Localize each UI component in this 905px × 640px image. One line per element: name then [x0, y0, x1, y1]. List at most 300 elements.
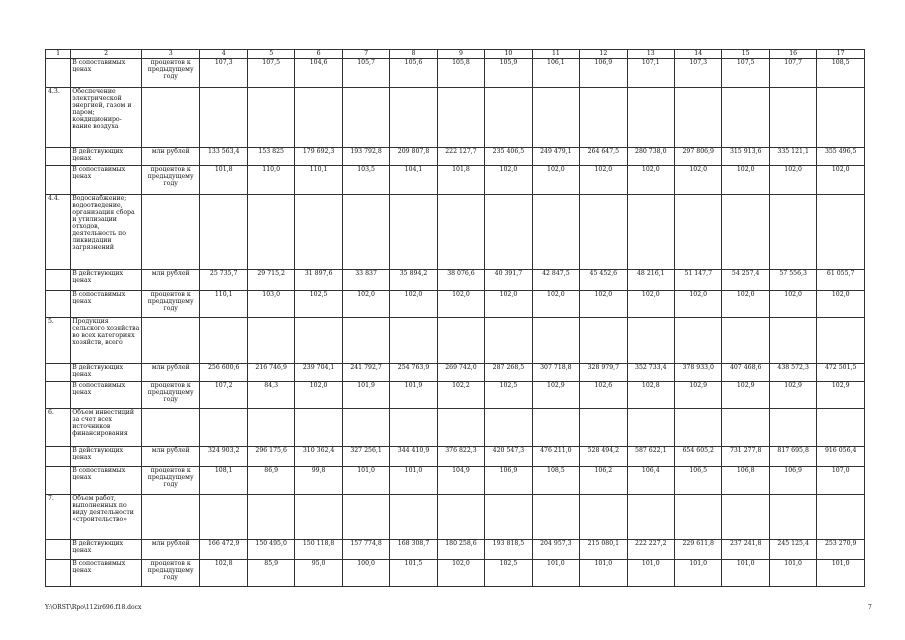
value-cell: 104,1	[390, 166, 437, 195]
value-cell: 235 406,5	[485, 148, 532, 166]
table-row	[46, 409, 865, 447]
value-cell: 420 547,3	[485, 447, 532, 467]
value-cell: 102,0	[532, 166, 579, 195]
value-cell	[627, 409, 674, 447]
value-cell: 102,9	[817, 382, 865, 409]
value-cell: 105,7	[342, 59, 389, 88]
value-cell: 104,9	[437, 467, 484, 495]
value-cell: 324 903,2	[200, 447, 247, 467]
value-cell: 95,0	[295, 560, 342, 587]
value-cell: 101,0	[627, 560, 674, 587]
column-number: 15	[722, 50, 769, 59]
value-cell: 101,0	[769, 560, 816, 587]
value-cell	[817, 409, 865, 447]
value-cell	[247, 195, 294, 270]
value-cell	[437, 88, 484, 148]
value-cell	[437, 409, 484, 447]
value-cell	[817, 318, 865, 364]
value-cell: 102,0	[769, 166, 816, 195]
value-cell	[485, 318, 532, 364]
value-cell	[200, 495, 247, 540]
value-cell: 731 277,8	[722, 447, 769, 467]
value-cell: 102,9	[675, 382, 722, 409]
value-cell: 102,0	[722, 166, 769, 195]
value-cell: 344 410,9	[390, 447, 437, 467]
value-cell: 107,0	[817, 467, 865, 495]
value-cell	[769, 195, 816, 270]
value-cell	[722, 88, 769, 148]
value-cell: 249 479,1	[532, 148, 579, 166]
value-cell	[200, 195, 247, 270]
value-cell	[769, 409, 816, 447]
unit-of-measure: млн рублей	[141, 447, 200, 467]
table-row	[46, 59, 865, 88]
value-cell: 105,6	[390, 59, 437, 88]
value-cell	[532, 495, 579, 540]
value-cell: 110,1	[295, 166, 342, 195]
unit-of-measure	[141, 409, 200, 447]
value-cell	[627, 495, 674, 540]
value-cell: 239 704,1	[295, 364, 342, 382]
indicator-name: В сопоставимых ценах	[71, 59, 142, 88]
value-cell: 101,5	[390, 560, 437, 587]
unit-of-measure	[141, 195, 200, 270]
value-cell	[580, 318, 627, 364]
value-cell: 102,0	[485, 291, 532, 318]
value-cell	[722, 195, 769, 270]
value-cell	[532, 318, 579, 364]
value-cell	[580, 88, 627, 148]
value-cell: 222 227,2	[627, 540, 674, 560]
unit-of-measure: процентов к предыдущему году	[141, 166, 200, 195]
value-cell: 280 738,0	[627, 148, 674, 166]
column-number: 9	[437, 50, 484, 59]
unit-of-measure: процентов к предыдущему году	[141, 59, 200, 88]
value-cell: 101,0	[390, 467, 437, 495]
value-cell: 222 127,7	[437, 148, 484, 166]
value-cell: 35 894,2	[390, 270, 437, 291]
value-cell	[437, 318, 484, 364]
value-cell: 269 742,0	[437, 364, 484, 382]
value-cell	[485, 409, 532, 447]
indicator-name: Водоснабжение; водоотведение, организация сбора и утилизации отходов, деятельность по ликвидации загрязнений	[71, 195, 142, 270]
value-cell: 106,8	[722, 467, 769, 495]
indicator-name: В сопоставимых ценах	[71, 291, 142, 318]
value-cell: 472 501,5	[817, 364, 865, 382]
indicator-name: В действующих ценах	[71, 270, 142, 291]
value-cell: 61 055,7	[817, 270, 865, 291]
value-cell: 102,9	[769, 382, 816, 409]
value-cell	[627, 88, 674, 148]
value-cell: 153 825	[247, 148, 294, 166]
value-cell: 102,5	[295, 291, 342, 318]
value-cell: 100,0	[342, 560, 389, 587]
value-cell: 106,2	[580, 467, 627, 495]
unit-of-measure: млн рублей	[141, 540, 200, 560]
value-cell	[437, 495, 484, 540]
table-row	[46, 148, 865, 166]
value-cell: 237 241,8	[722, 540, 769, 560]
value-cell	[485, 88, 532, 148]
value-cell: 166 472,9	[200, 540, 247, 560]
value-cell: 193 818,5	[485, 540, 532, 560]
value-cell	[817, 88, 865, 148]
unit-of-measure: млн рублей	[141, 270, 200, 291]
section-number	[46, 540, 71, 560]
value-cell	[675, 318, 722, 364]
file-path: Y:\ORST\Rpo\112ir696.f18.docx	[45, 604, 142, 611]
indicator-name: Продукция сельского хозяйства во всех категориях хозяйств, всего	[71, 318, 142, 364]
value-cell: 150 118,8	[295, 540, 342, 560]
value-cell: 102,6	[580, 382, 627, 409]
value-cell	[390, 495, 437, 540]
value-cell: 54 257,4	[722, 270, 769, 291]
value-cell: 328 979,7	[580, 364, 627, 382]
value-cell: 315 913,6	[722, 148, 769, 166]
value-cell	[532, 195, 579, 270]
value-cell: 102,9	[532, 382, 579, 409]
indicator-name: В сопоставимых ценах	[71, 560, 142, 587]
indicator-name: В сопоставимых ценах	[71, 166, 142, 195]
indicator-name: Объем инвестиций за счет всех источников финансирования	[71, 409, 142, 447]
indicator-name: В действующих ценах	[71, 540, 142, 560]
column-number: 8	[390, 50, 437, 59]
value-cell	[722, 409, 769, 447]
value-cell: 31 897,6	[295, 270, 342, 291]
value-cell: 85,9	[247, 560, 294, 587]
value-cell	[675, 88, 722, 148]
column-number: 1	[46, 50, 71, 59]
value-cell: 107,5	[247, 59, 294, 88]
table-row	[46, 291, 865, 318]
section-number: 6.	[46, 409, 71, 447]
value-cell	[722, 495, 769, 540]
value-cell: 107,3	[200, 59, 247, 88]
value-cell: 310 362,4	[295, 447, 342, 467]
value-cell: 102,0	[627, 166, 674, 195]
value-cell: 102,0	[437, 560, 484, 587]
table-row	[46, 447, 865, 467]
indicator-name: В действующих ценах	[71, 148, 142, 166]
value-cell: 107,2	[200, 382, 247, 409]
table-row	[46, 495, 865, 540]
value-cell: 106,5	[675, 467, 722, 495]
section-number: 4.4.	[46, 195, 71, 270]
value-cell	[390, 318, 437, 364]
value-cell: 168 308,7	[390, 540, 437, 560]
value-cell: 106,9	[769, 467, 816, 495]
value-cell: 105,8	[437, 59, 484, 88]
value-cell	[247, 495, 294, 540]
value-cell: 102,0	[817, 166, 865, 195]
value-cell	[817, 495, 865, 540]
value-cell: 204 957,3	[532, 540, 579, 560]
value-cell: 327 256,1	[342, 447, 389, 467]
value-cell: 438 572,3	[769, 364, 816, 382]
value-cell: 110,1	[200, 291, 247, 318]
value-cell: 33 837	[342, 270, 389, 291]
column-number: 11	[532, 50, 579, 59]
section-number	[46, 270, 71, 291]
value-cell: 107,7	[769, 59, 816, 88]
value-cell: 102,5	[485, 560, 532, 587]
section-number	[46, 291, 71, 318]
value-cell: 107,3	[675, 59, 722, 88]
column-number: 12	[580, 50, 627, 59]
value-cell: 376 822,3	[437, 447, 484, 467]
value-cell: 297 806,9	[675, 148, 722, 166]
value-cell	[580, 195, 627, 270]
value-cell: 307 718,8	[532, 364, 579, 382]
value-cell: 102,0	[580, 291, 627, 318]
value-cell: 102,0	[295, 382, 342, 409]
value-cell	[485, 195, 532, 270]
section-number	[46, 447, 71, 467]
value-cell: 101,0	[580, 560, 627, 587]
value-cell: 102,0	[580, 166, 627, 195]
section-number	[46, 364, 71, 382]
value-cell: 296 175,6	[247, 447, 294, 467]
value-cell	[675, 495, 722, 540]
value-cell	[247, 318, 294, 364]
value-cell: 209 807,8	[390, 148, 437, 166]
value-cell: 25 735,7	[200, 270, 247, 291]
value-cell: 51 147,7	[675, 270, 722, 291]
column-number: 7	[342, 50, 389, 59]
value-cell: 106,4	[627, 467, 674, 495]
value-cell: 84,3	[247, 382, 294, 409]
value-cell: 103,5	[342, 166, 389, 195]
value-cell: 407 468,6	[722, 364, 769, 382]
table-row	[46, 382, 865, 409]
value-cell: 101,0	[675, 560, 722, 587]
value-cell: 104,6	[295, 59, 342, 88]
value-cell	[532, 409, 579, 447]
value-cell: 587 622,1	[627, 447, 674, 467]
value-cell: 150 495,0	[247, 540, 294, 560]
value-cell: 103,0	[247, 291, 294, 318]
value-cell: 101,9	[390, 382, 437, 409]
unit-of-measure: млн рублей	[141, 148, 200, 166]
value-cell	[627, 195, 674, 270]
value-cell: 29 715,2	[247, 270, 294, 291]
value-cell: 107,5	[722, 59, 769, 88]
value-cell	[200, 88, 247, 148]
value-cell: 102,5	[485, 382, 532, 409]
indicator-name: Объем работ, выполненных по виду деятельности «строительство»	[71, 495, 142, 540]
value-cell	[817, 195, 865, 270]
value-cell: 102,0	[627, 291, 674, 318]
value-cell	[722, 318, 769, 364]
value-cell: 102,0	[769, 291, 816, 318]
value-cell	[342, 495, 389, 540]
value-cell: 256 600,6	[200, 364, 247, 382]
value-cell: 215 080,1	[580, 540, 627, 560]
value-cell: 102,0	[675, 291, 722, 318]
section-number	[46, 560, 71, 587]
value-cell: 105,9	[485, 59, 532, 88]
value-cell: 335 121,1	[769, 148, 816, 166]
table-row	[46, 318, 865, 364]
column-number: 13	[627, 50, 674, 59]
column-number: 14	[675, 50, 722, 59]
value-cell	[200, 409, 247, 447]
value-cell: 107,1	[627, 59, 674, 88]
section-number: 5.	[46, 318, 71, 364]
value-cell: 528 494,2	[580, 447, 627, 467]
value-cell: 102,0	[722, 291, 769, 318]
value-cell: 352 733,4	[627, 364, 674, 382]
unit-of-measure: процентов к предыдущему году	[141, 291, 200, 318]
value-cell: 287 268,5	[485, 364, 532, 382]
section-number	[46, 148, 71, 166]
value-cell: 102,2	[437, 382, 484, 409]
indicator-name: В действующих ценах	[71, 447, 142, 467]
value-cell	[769, 88, 816, 148]
value-cell	[675, 409, 722, 447]
section-number	[46, 59, 71, 88]
value-cell	[437, 195, 484, 270]
value-cell: 102,0	[485, 166, 532, 195]
column-number: 10	[485, 50, 532, 59]
value-cell	[342, 195, 389, 270]
value-cell	[769, 495, 816, 540]
value-cell	[485, 495, 532, 540]
value-cell: 106,9	[580, 59, 627, 88]
unit-of-measure: процентов к предыдущему году	[141, 382, 200, 409]
unit-of-measure: млн рублей	[141, 364, 200, 382]
value-cell	[769, 318, 816, 364]
value-cell	[342, 409, 389, 447]
section-number: 4.3.	[46, 88, 71, 148]
column-number: 5	[247, 50, 294, 59]
column-number: 3	[141, 50, 200, 59]
value-cell	[532, 88, 579, 148]
value-cell: 216 746,9	[247, 364, 294, 382]
value-cell: 48 216,1	[627, 270, 674, 291]
table-row	[46, 195, 865, 270]
section-number: 7.	[46, 495, 71, 540]
value-cell: 86,9	[247, 467, 294, 495]
unit-of-measure: процентов к предыдущему году	[141, 467, 200, 495]
value-cell: 101,9	[342, 382, 389, 409]
indicator-name: В сопоставимых ценах	[71, 382, 142, 409]
column-number: 17	[817, 50, 865, 59]
value-cell: 102,0	[675, 166, 722, 195]
value-cell: 99,8	[295, 467, 342, 495]
value-cell: 476 211,0	[532, 447, 579, 467]
page-number: 7	[868, 604, 872, 611]
value-cell: 102,8	[627, 382, 674, 409]
column-number: 4	[200, 50, 247, 59]
value-cell	[295, 318, 342, 364]
section-number	[46, 166, 71, 195]
value-cell: 355 496,5	[817, 148, 865, 166]
value-cell: 101,0	[342, 467, 389, 495]
column-number: 6	[295, 50, 342, 59]
value-cell	[295, 195, 342, 270]
unit-of-measure	[141, 88, 200, 148]
value-cell: 654 605,2	[675, 447, 722, 467]
value-cell	[247, 88, 294, 148]
value-cell: 916 056,4	[817, 447, 865, 467]
column-number: 16	[769, 50, 816, 59]
value-cell: 57 556,3	[769, 270, 816, 291]
indicator-name: Обеспечение электрической энергией, газом и паром; кондициониро-вание воздуха	[71, 88, 142, 148]
table-row	[46, 166, 865, 195]
value-cell: 106,9	[485, 467, 532, 495]
value-cell: 101,8	[437, 166, 484, 195]
value-cell: 40 391,7	[485, 270, 532, 291]
value-cell: 101,0	[532, 560, 579, 587]
value-cell: 133 563,4	[200, 148, 247, 166]
value-cell	[342, 88, 389, 148]
value-cell	[200, 318, 247, 364]
value-cell	[580, 409, 627, 447]
value-cell: 254 763,9	[390, 364, 437, 382]
value-cell: 102,0	[390, 291, 437, 318]
value-cell: 241 792,7	[342, 364, 389, 382]
value-cell: 102,0	[342, 291, 389, 318]
value-cell: 179 692,3	[295, 148, 342, 166]
table-row	[46, 270, 865, 291]
value-cell: 42 847,5	[532, 270, 579, 291]
table-row	[46, 467, 865, 495]
value-cell: 157 774,8	[342, 540, 389, 560]
table-row	[46, 560, 865, 587]
value-cell: 102,0	[532, 291, 579, 318]
value-cell	[627, 318, 674, 364]
value-cell	[295, 409, 342, 447]
value-cell: 378 933,0	[675, 364, 722, 382]
value-cell	[675, 195, 722, 270]
value-cell: 817 695,8	[769, 447, 816, 467]
value-cell	[390, 88, 437, 148]
value-cell	[295, 88, 342, 148]
value-cell: 110,0	[247, 166, 294, 195]
value-cell	[295, 495, 342, 540]
value-cell: 245 125,4	[769, 540, 816, 560]
value-cell: 102,0	[817, 291, 865, 318]
value-cell	[342, 318, 389, 364]
column-number: 2	[71, 50, 142, 59]
unit-of-measure	[141, 318, 200, 364]
value-cell: 101,8	[200, 166, 247, 195]
unit-of-measure	[141, 495, 200, 540]
column-number-row	[46, 50, 865, 59]
value-cell: 45 452,6	[580, 270, 627, 291]
value-cell	[247, 409, 294, 447]
value-cell: 101,0	[722, 560, 769, 587]
forecast-table	[45, 49, 865, 587]
value-cell: 102,9	[722, 382, 769, 409]
table-row	[46, 364, 865, 382]
indicator-name: В сопоставимых ценах	[71, 467, 142, 495]
value-cell	[390, 195, 437, 270]
section-number	[46, 382, 71, 409]
value-cell: 193 792,8	[342, 148, 389, 166]
unit-of-measure: процентов к предыдущему году	[141, 560, 200, 587]
value-cell	[580, 495, 627, 540]
value-cell: 102,0	[437, 291, 484, 318]
value-cell: 229 611,8	[675, 540, 722, 560]
value-cell: 108,5	[817, 59, 865, 88]
section-number	[46, 467, 71, 495]
value-cell	[390, 409, 437, 447]
table-row	[46, 540, 865, 560]
value-cell: 108,5	[532, 467, 579, 495]
value-cell: 108,1	[200, 467, 247, 495]
